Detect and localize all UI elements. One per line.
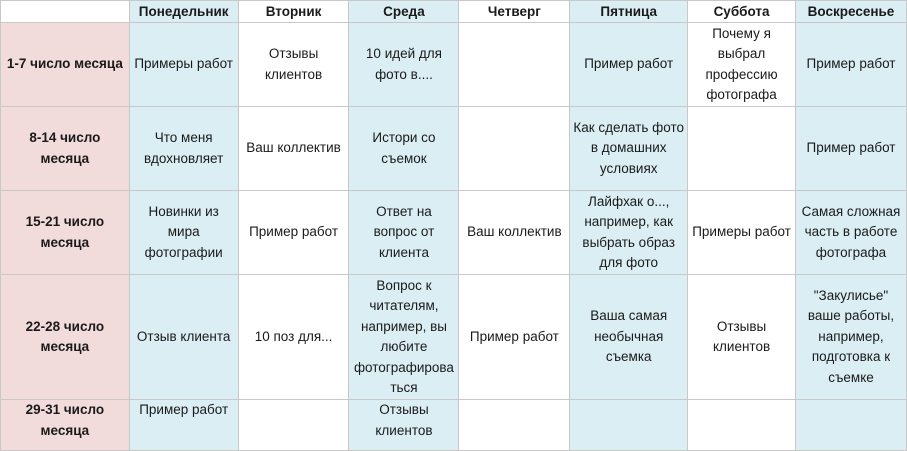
table-cell: Лайфхак о..., например, как выбрать образ для фото bbox=[570, 191, 688, 275]
table-cell bbox=[688, 400, 796, 451]
table-cell: Самая сложная часть в работе фотографа bbox=[795, 191, 906, 275]
table-row bbox=[1, 400, 907, 451]
table-cell bbox=[795, 400, 906, 451]
table-cell: Пример работ bbox=[795, 23, 906, 107]
day-header-thursday: Четверг bbox=[459, 1, 570, 23]
header-row bbox=[1, 1, 907, 23]
table-cell: Отзывы клиентов bbox=[238, 23, 349, 107]
table-cell bbox=[238, 400, 349, 451]
table-cell: Новинки из мира фотографии bbox=[129, 191, 238, 275]
table-cell: Как сделать фото в домашних условиях bbox=[570, 107, 688, 191]
table-cell: Пример работ bbox=[129, 400, 238, 451]
table-cell: Примеры работ bbox=[688, 191, 796, 275]
table-cell bbox=[459, 107, 570, 191]
day-header-friday: Пятница bbox=[570, 1, 688, 23]
table-cell: Истори со съемок bbox=[349, 107, 459, 191]
day-header-tuesday: Вторник bbox=[238, 1, 349, 23]
row-label: 8-14 число месяца bbox=[1, 107, 130, 191]
table-cell: "Закулисье" ваше работы, например, подготовка к съемке bbox=[795, 275, 906, 400]
row-label: 22-28 число месяца bbox=[1, 275, 130, 400]
row-label: 1-7 число месяца bbox=[1, 23, 130, 107]
row-label: 15-21 число месяца bbox=[1, 191, 130, 275]
table-cell: Отзывы клиентов bbox=[688, 275, 796, 400]
table-cell: 10 идей для фото в.... bbox=[349, 23, 459, 107]
day-header-wednesday: Среда bbox=[349, 1, 459, 23]
table-cell bbox=[459, 23, 570, 107]
table-row bbox=[1, 275, 907, 400]
table-cell: Ваш коллектив bbox=[238, 107, 349, 191]
table-row bbox=[1, 191, 907, 275]
table-cell: Отзывы клиентов bbox=[349, 400, 459, 451]
row-label: 29-31 число месяца bbox=[1, 400, 130, 451]
table-cell bbox=[570, 400, 688, 451]
table-cell: Ваша самая необычная съемка bbox=[570, 275, 688, 400]
table-cell: Пример работ bbox=[570, 23, 688, 107]
table-cell: Пример работ bbox=[459, 275, 570, 400]
table-row bbox=[1, 107, 907, 191]
table-cell: Ответ на вопрос от клиента bbox=[349, 191, 459, 275]
table-cell: Пример работ bbox=[238, 191, 349, 275]
corner-cell bbox=[1, 1, 130, 23]
day-header-monday: Понедельник bbox=[129, 1, 238, 23]
table-cell: Почему я выбрал профессию фотографа bbox=[688, 23, 796, 107]
table-cell: Ваш коллектив bbox=[459, 191, 570, 275]
day-header-saturday: Суббота bbox=[688, 1, 796, 23]
table-cell: 10 поз для... bbox=[238, 275, 349, 400]
table-cell: Вопрос к читателям, например, вы любите фотографирова ться bbox=[349, 275, 459, 400]
table-row bbox=[1, 23, 907, 107]
table-cell: Что меня вдохновляет bbox=[129, 107, 238, 191]
day-header-sunday: Воскресенье bbox=[795, 1, 906, 23]
table-cell bbox=[459, 400, 570, 451]
table-cell: Пример работ bbox=[795, 107, 906, 191]
table-cell bbox=[688, 107, 796, 191]
table-cell: Примеры работ bbox=[129, 23, 238, 107]
table-cell: Отзыв клиента bbox=[129, 275, 238, 400]
